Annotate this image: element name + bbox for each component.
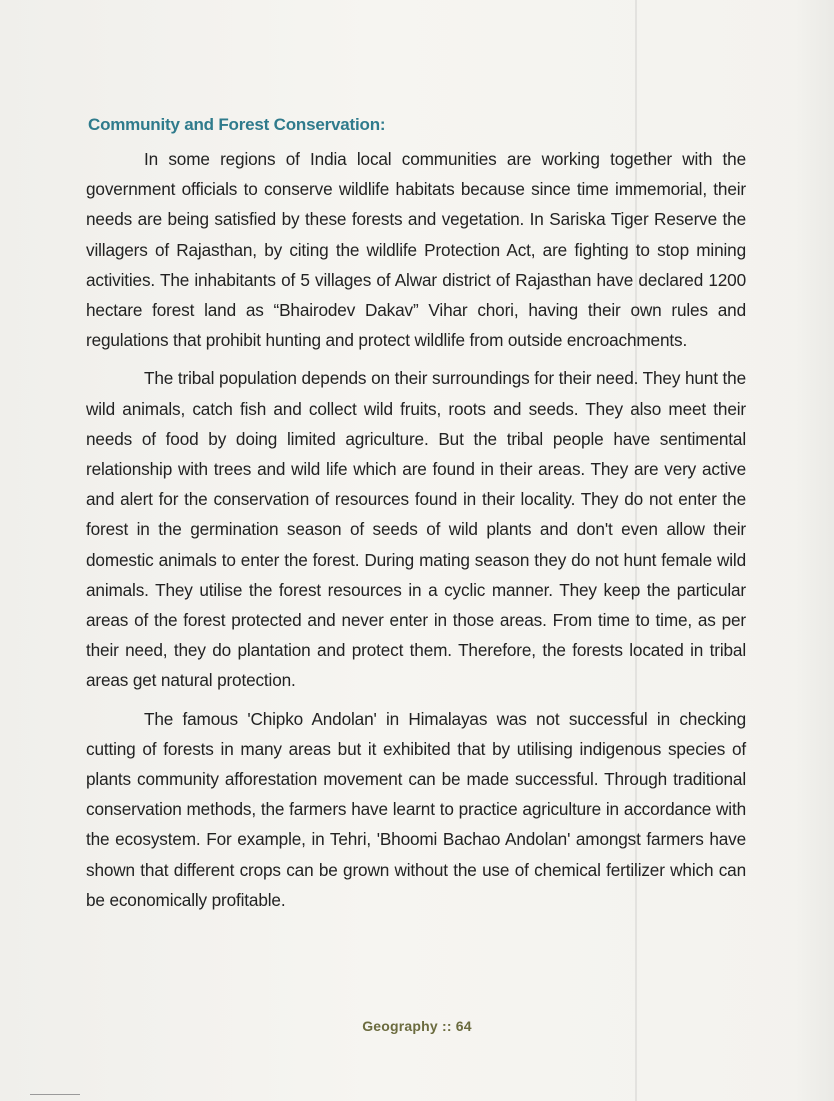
page-content <box>86 112 746 923</box>
paragraph-tribal-population: The tribal population depends on their surroundings for their need. They hunt the wild animals, catch fish and collect wild fruits, roots and seeds. They also meet their needs of food by doing limited agriculture. But the tribal people have sentimental relationship with trees and wild life which are found in their areas. They are very active and alert for the conservation of resources found in their locality. They do not enter the forest in the germination season of seeds of wild plants and don't even allow their domestic animals to enter the forest. During mating season they do not hunt female wild animals. They utilise the forest resources in a cyclic manner. They keep the particular areas of the forest protected and never enter in those areas. From time to time, as per their need, they do plantation and protect them. Therefore, the forests located in tribal areas get natural protection. <box>86 368 746 691</box>
page-edge-shadow <box>794 0 834 1101</box>
section-heading: Community and Forest Conservation: <box>88 115 386 134</box>
scan-mark <box>30 1094 80 1095</box>
page-footer: Geography :: 64 <box>362 1018 472 1034</box>
paragraph-chipko-andolan: The famous 'Chipko Andolan' in Himalayas was not successful in checking cutting of forests in many areas but it exhibited that by utilising indigenous species of plants community afforestation movement can be made successful. Through traditional conservation methods, the farmers have learnt to practice agriculture in accordance with the ecosystem. For example, in Tehri, 'Bhoomi Bachao Andolan' amongst farmers have shown that different crops can be grown without the use of chemical fertilizer which can be economically profitable. <box>86 708 746 910</box>
paragraph-community-conservation: In some regions of India local communities are working together with the government officials to conserve wildlife habitats because since time immemorial, their needs are being satisfied by these forests and vegetation. In Sariska Tiger Reserve the villagers of Rajasthan, by citing the wildlife Protection Act, are fighting to stop mining activities. The inhabitants of 5 villages of Alwar district of Rajasthan have declared 1200 hectare forest land as “Bhairodev Dakav” Vihar chori, having their own rules and regulations that prohibit hunting and protect wildlife from outside encroachments. <box>86 149 746 351</box>
